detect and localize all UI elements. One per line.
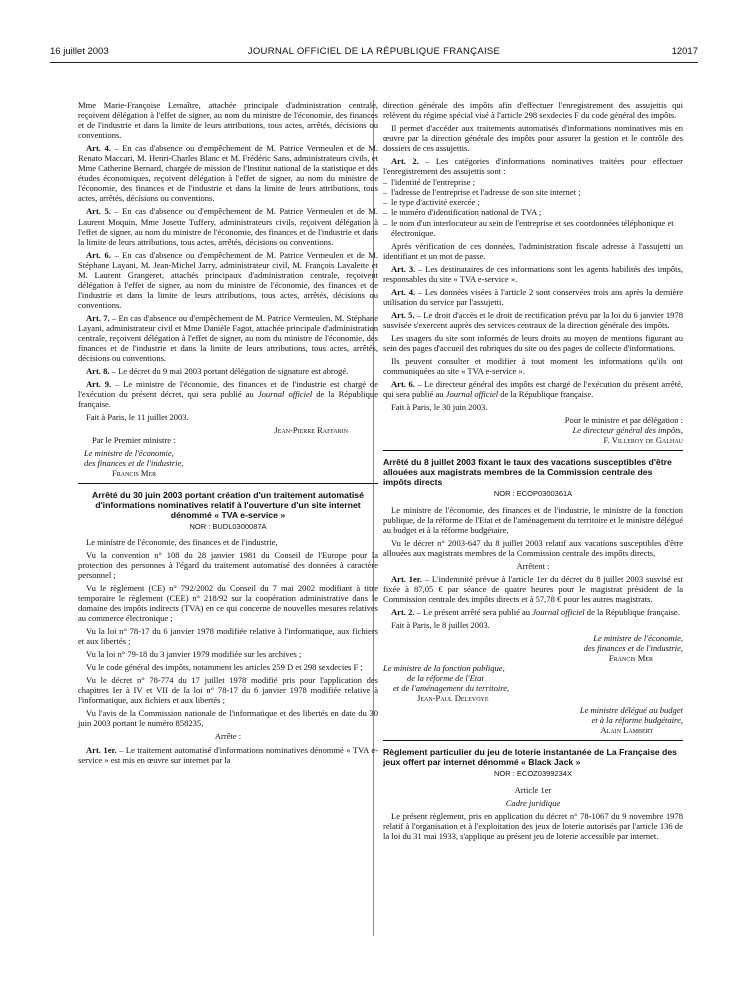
signature-title: et à la réforme budgétaire, <box>591 715 683 726</box>
article-text: – Le présent arrêté sera publié au <box>414 606 533 617</box>
signature-line: Pour le ministre et par délégation : <box>564 415 683 426</box>
section-rule <box>78 483 378 484</box>
article-6 <box>383 379 683 399</box>
article-label: Art. 8. <box>86 366 110 377</box>
article-4 <box>383 287 683 307</box>
article-5 <box>78 206 378 246</box>
article-label: Art. 9. <box>86 379 112 390</box>
article-label: Art. 1er. <box>391 573 422 584</box>
section-rule <box>383 740 683 741</box>
article-4 <box>78 143 378 203</box>
left-column <box>78 100 378 768</box>
paragraph: Vu l'avis de la Commission nationale de l'informatique et des libertés en date du 30 juin 2003 portant le numéro 858235, <box>78 708 378 729</box>
paragraph: Le présent règlement, pris en application du décret n° 78-1067 du 9 novembre 1978 relatif à l'organisation et à l'exploitation des jeux de loterie autorisés par l'article 136 de la loi du 31 mai 1933, s'applique au présent jeu de loterie accessible par internet. <box>383 810 683 841</box>
header-date: 16 juillet 2003 <box>50 46 109 57</box>
signature-name: Francis Mer <box>112 467 157 478</box>
paragraph: Vu la loi n° 79-18 du 3 janvier 1979 modifiée sur les archives ; <box>86 649 302 660</box>
article-label: Art. 4. <box>86 143 111 154</box>
paragraph: Les usagers du site sont informés de leurs droits au moyen de mentions figurant au sein des pages d'accueil des rubriques du site ou des pages de collecte d'informations. <box>383 332 683 354</box>
signature-title: Le ministre de la fonction publique, <box>383 663 505 674</box>
signature-title: Le ministre de l'économie, <box>593 633 683 644</box>
article-2 <box>383 607 683 617</box>
article-text: – L'indemnité prévue à l'article 1er du décret du 8 juillet 2003 susvisé est fixée à 87,05 € par séance de quatre heures pour le magistrat président de la Commission centrale des impôts directs et à 57,78 € pour les autres magistrats. <box>383 573 683 604</box>
arrete-heading: Arrête : <box>214 731 242 742</box>
article-text-end: de la République française. <box>498 389 594 400</box>
fait-a-paris: Fait à Paris, le 8 juillet 2003. <box>391 619 490 630</box>
right-column <box>383 100 683 844</box>
list-item: – l'identité de l'entreprise ; <box>383 177 683 187</box>
fait-a-paris: Fait à Paris, le 30 juin 2003. <box>391 402 488 413</box>
paragraph: Vu le code général des impôts, notamment les articles 259 D et 298 sexdecies F ; <box>86 662 363 673</box>
journal-officiel: Journal officiel <box>532 606 585 617</box>
article-label: Art. 2. <box>391 156 419 167</box>
paragraph: Vu le décret n° 2003-647 du 8 juillet 2003 relatif aux vacations susceptibles d'être allouées aux magistrats membres de la Commission centrale des impôts directs, <box>383 537 683 558</box>
article-label: Art. 5. <box>86 206 111 217</box>
journal-officiel: Journal officiel <box>257 389 313 400</box>
paragraph: Vu le règlement (CE) n° 792/2002 du Conseil du 7 mai 2002 modifiant à titre temporaire le règlement (CEE) n° 218/92 sur la coopération administrative dans le domaine des impôts indirects (TVA) en ce qui concerne de nouvelles mesures relatives au commerce électronique ; <box>78 582 378 624</box>
list-item: – le numéro d'identification national de TVA ; <box>383 207 683 217</box>
paragraph: Le ministre de l'économie, des finances et de l'industrie, <box>86 536 278 547</box>
article-text: – En cas d'absence ou d'empêchement de M. Patrice Vermeulen et de M. Renato Maccari, M. Henri-Charles Blanc et M. Frédéric Sans, administrateurs civils, et Mme Catherine Bernard, chargée de mission de l'Institut national de la statistique et des études économiques, reçoivent délégation à l'effet de signer, au nom du ministre de l'économie, des finances et de l'industrie et dans la limite de leurs attributions, tous actes, arrêtés, décisions ou conventions. <box>78 143 378 204</box>
article-9 <box>78 379 378 409</box>
paragraph: Vu le décret n° 78-774 du 17 juillet 1978 modifié pris pour l'application des chapitres Ier à IV et VII de la loi n° 78-17 du 6 janvier 1978 modifiée relative à l'informatique, aux fichiers et aux libertés ; <box>78 675 378 706</box>
paragraph: Il permet d'accéder aux traitements automatisés d'informations nominatives mis en œuvre par la direction générale des impôts pour assurer la gestion et le contrôle des dossiers de ces assujettis. <box>383 123 683 154</box>
article-text-end: de la République française. <box>78 389 378 410</box>
signature-title: de la réforme de l'Etat <box>407 673 484 684</box>
page-header <box>50 46 698 62</box>
decree-title: Arrêté du 30 juin 2003 portant création d'un traitement automatisé d'informations nominatives relatif à l'ouverture d'un site internet dénommé « TVA e-service » <box>92 489 364 520</box>
page-number: 12017 <box>671 46 698 57</box>
information-list <box>383 177 683 237</box>
paragraph: Après vérification de ces données, l'administration fiscale adresse à l'assujetti un identifiant et un mot de passe. <box>383 240 683 261</box>
article-text: – En cas d'absence ou d'empêchement de M. Patrice Vermeulen, M. Stéphane Layani, administrateur civil et Mme Danièle Fagot, attachée principale d'administration centrale, reçoivent délégation à l'effet de signer, au nom du ministre de l'économie, des finances et de l'industrie et dans la limite de leurs attributions, tous actes, arrêtés, décisions ou conventions. <box>78 312 379 364</box>
signature-name: Jean-Paul Delevoye <box>417 693 489 704</box>
paragraph: Mme Marie-Françoise Lemaître, attachée principale d'administration centrale, reçoivent délégation à l'effet de signer, au nom du ministre de l'économie, des finances et de l'industrie et dans la limite de leurs attributions, tous actes, arrêtés, décisions ou conventions. <box>78 100 378 141</box>
article-label: Art. 6. <box>391 379 415 390</box>
journal-title: JOURNAL OFFICIEL DE LA RÉPUBLIQUE FRANÇAISE <box>247 46 501 57</box>
article-text: – Le traitement automatisé d'informations nominatives dénommé « TVA e-service » est mis en œuvre sur internet par la <box>78 744 378 765</box>
paragraph: direction générale des impôts afin d'effectuer l'enregistrement des assujettis qui relèvent du régime spécial visé à l'article 298 sexdecies F du code général des impôts. <box>383 100 683 121</box>
article-label: Art. 5. <box>391 309 415 320</box>
article-label: Art. 7. <box>86 312 110 323</box>
article-label: Art. 6. <box>86 249 111 260</box>
paragraph: Le ministre de l'économie, des finances et de l'industrie, le ministre de la fonction publique, de la réforme de l'Etat et de l'aménagement du territoire et le ministre délégué au budget et à la réforme budgétaire, <box>383 504 683 535</box>
signature-title: des finances et de l'industrie, <box>84 457 184 468</box>
signature-title: des finances et de l'industrie, <box>583 643 683 654</box>
article-text: – En cas d'absence ou d'empêchement de M. Patrice Vermeulen et de M. Stéphane Layani, M. Jean-Michel Jarry, administrateur civil, M. François Lavalette et M. Laurent Grangeret, attachés principaux d'administration centrale, reçoivent délégation à l'effet de signer, au nom du ministre de l'économie, des finances et de l'industrie et dans la limite de leurs attributions, tous actes, arrêtés, décisions ou conventions. <box>78 249 378 310</box>
article-5 <box>383 310 683 330</box>
decree-title: Arrêté du 8 juillet 2003 fixant le taux des vacations susceptibles d'être allouées aux magistrats membres de la Commission centrale des impôts directs <box>383 457 672 488</box>
signature-title: Le ministre de l'économie, <box>84 447 174 458</box>
nor-reference: NOR : BUDL0300087A <box>189 521 267 531</box>
signature-name: Francis Mer <box>608 653 653 664</box>
signature-title: Le ministre délégué au budget <box>579 705 683 716</box>
signature-pm: Jean-Pierre Raffarin <box>274 425 348 436</box>
arretent-heading: Arrêtent : <box>516 560 550 571</box>
list-item: – le nom d'un interlocuteur au sein de l'entreprise et ses coordonnées téléphonique et électronique. <box>383 218 683 238</box>
header-rule <box>50 62 698 63</box>
list-item: – l'adresse de l'entreprise et l'adresse de son site internet ; <box>383 187 683 197</box>
article-text: – Le ministre de l'économie, des finances et de l'industrie est chargé de l'exécution du présent décret, qui sera publié au <box>78 379 379 400</box>
signature-name: F. Villeroy de Galhau <box>603 435 683 446</box>
article-label: Art. 4. <box>391 286 416 297</box>
article-2 <box>383 156 683 176</box>
fait-a-paris: Fait à Paris, le 11 juillet 2003. <box>86 412 189 423</box>
article-label: Art. 1er. <box>86 744 117 755</box>
regulation-title: Règlement particulier du jeu de loterie instantanée de La Française des jeux offert par internet dénommé « Black Jack » <box>383 747 678 768</box>
article-text: – Les catégories d'informations nominatives traitées pour effectuer l'enregistrement des assujettis sont : <box>383 156 684 177</box>
article-1 <box>383 574 683 604</box>
nor-reference: NOR : ECOZ0399234X <box>494 769 572 779</box>
article-7 <box>78 313 378 363</box>
article-text: – Le décret du 9 mai 2003 portant délégation de signature est abrogé. <box>109 366 349 377</box>
article-label: Art. 3. <box>391 263 416 274</box>
article-3 <box>383 264 683 284</box>
article-text: – Les données visées à l'article 2 sont conservées trois ans après la dernière utilisation du service par l'assujetti. <box>383 286 684 307</box>
article-text: – En cas d'absence ou d'empêchement de M. Patrice Vermeulen et de M. Laurent Moquin, Mme Josette Tuffery, administrateurs civils, reçoivent délégation à l'effet de signer, au nom du ministre de l'économie, des finances et de l'industrie et dans la limite de leurs attributions, tous actes, arrêtés, décisions ou conventions. <box>78 206 378 247</box>
section-rule <box>383 450 683 451</box>
signature-title: et de l'aménagement du territoire, <box>393 683 510 694</box>
article-text: – Le droit d'accès et le droit de rectification prévu par la loi du 6 janvier 1978 susvisée s'exercent auprès des services centraux de la direction générale des impôts. <box>383 309 683 330</box>
article-1 <box>78 745 378 765</box>
paragraph: Vu la loi n° 78-17 du 6 janvier 1978 modifiée relative à l'informatique, aux fichiers et aux libertés ; <box>78 626 378 647</box>
article-label: Art. 2. <box>391 606 415 617</box>
signature-title: Le directeur général des impôts, <box>572 425 683 436</box>
paragraph: Vu la convention n° 108 du 28 janvier 1981 du Conseil de l'Europe pour la protection des personnes à l'égard du traitement automatisé des données à caractère personnel ; <box>78 549 378 580</box>
article-heading: Article 1er <box>514 784 552 795</box>
section-heading: Cadre juridique <box>505 797 561 808</box>
article-text: – Le directeur général des impôts est chargé de l'exécution du présent arrêté, qui sera publié au <box>383 379 683 400</box>
par-premier-ministre: Par le Premier ministre : <box>92 435 176 446</box>
article-6 <box>78 250 378 310</box>
article-8 <box>78 366 378 376</box>
article-text-end: de la République française. <box>584 606 680 617</box>
list-item: – le type d'activité exercée ; <box>383 197 683 207</box>
signature-name: Alain Lambert <box>600 725 653 736</box>
article-text: – Les destinataires de ces informations sont les agents habilités des impôts, responsables du site « TVA e-service ». <box>383 263 683 284</box>
nor-reference: NOR : ECOP0300361A <box>493 489 573 499</box>
journal-officiel: Journal officiel <box>445 389 499 400</box>
paragraph: Ils peuvent consulter et modifier à tout moment les informations qu'ils ont communiquées au site « TVA e-service ». <box>383 356 683 377</box>
